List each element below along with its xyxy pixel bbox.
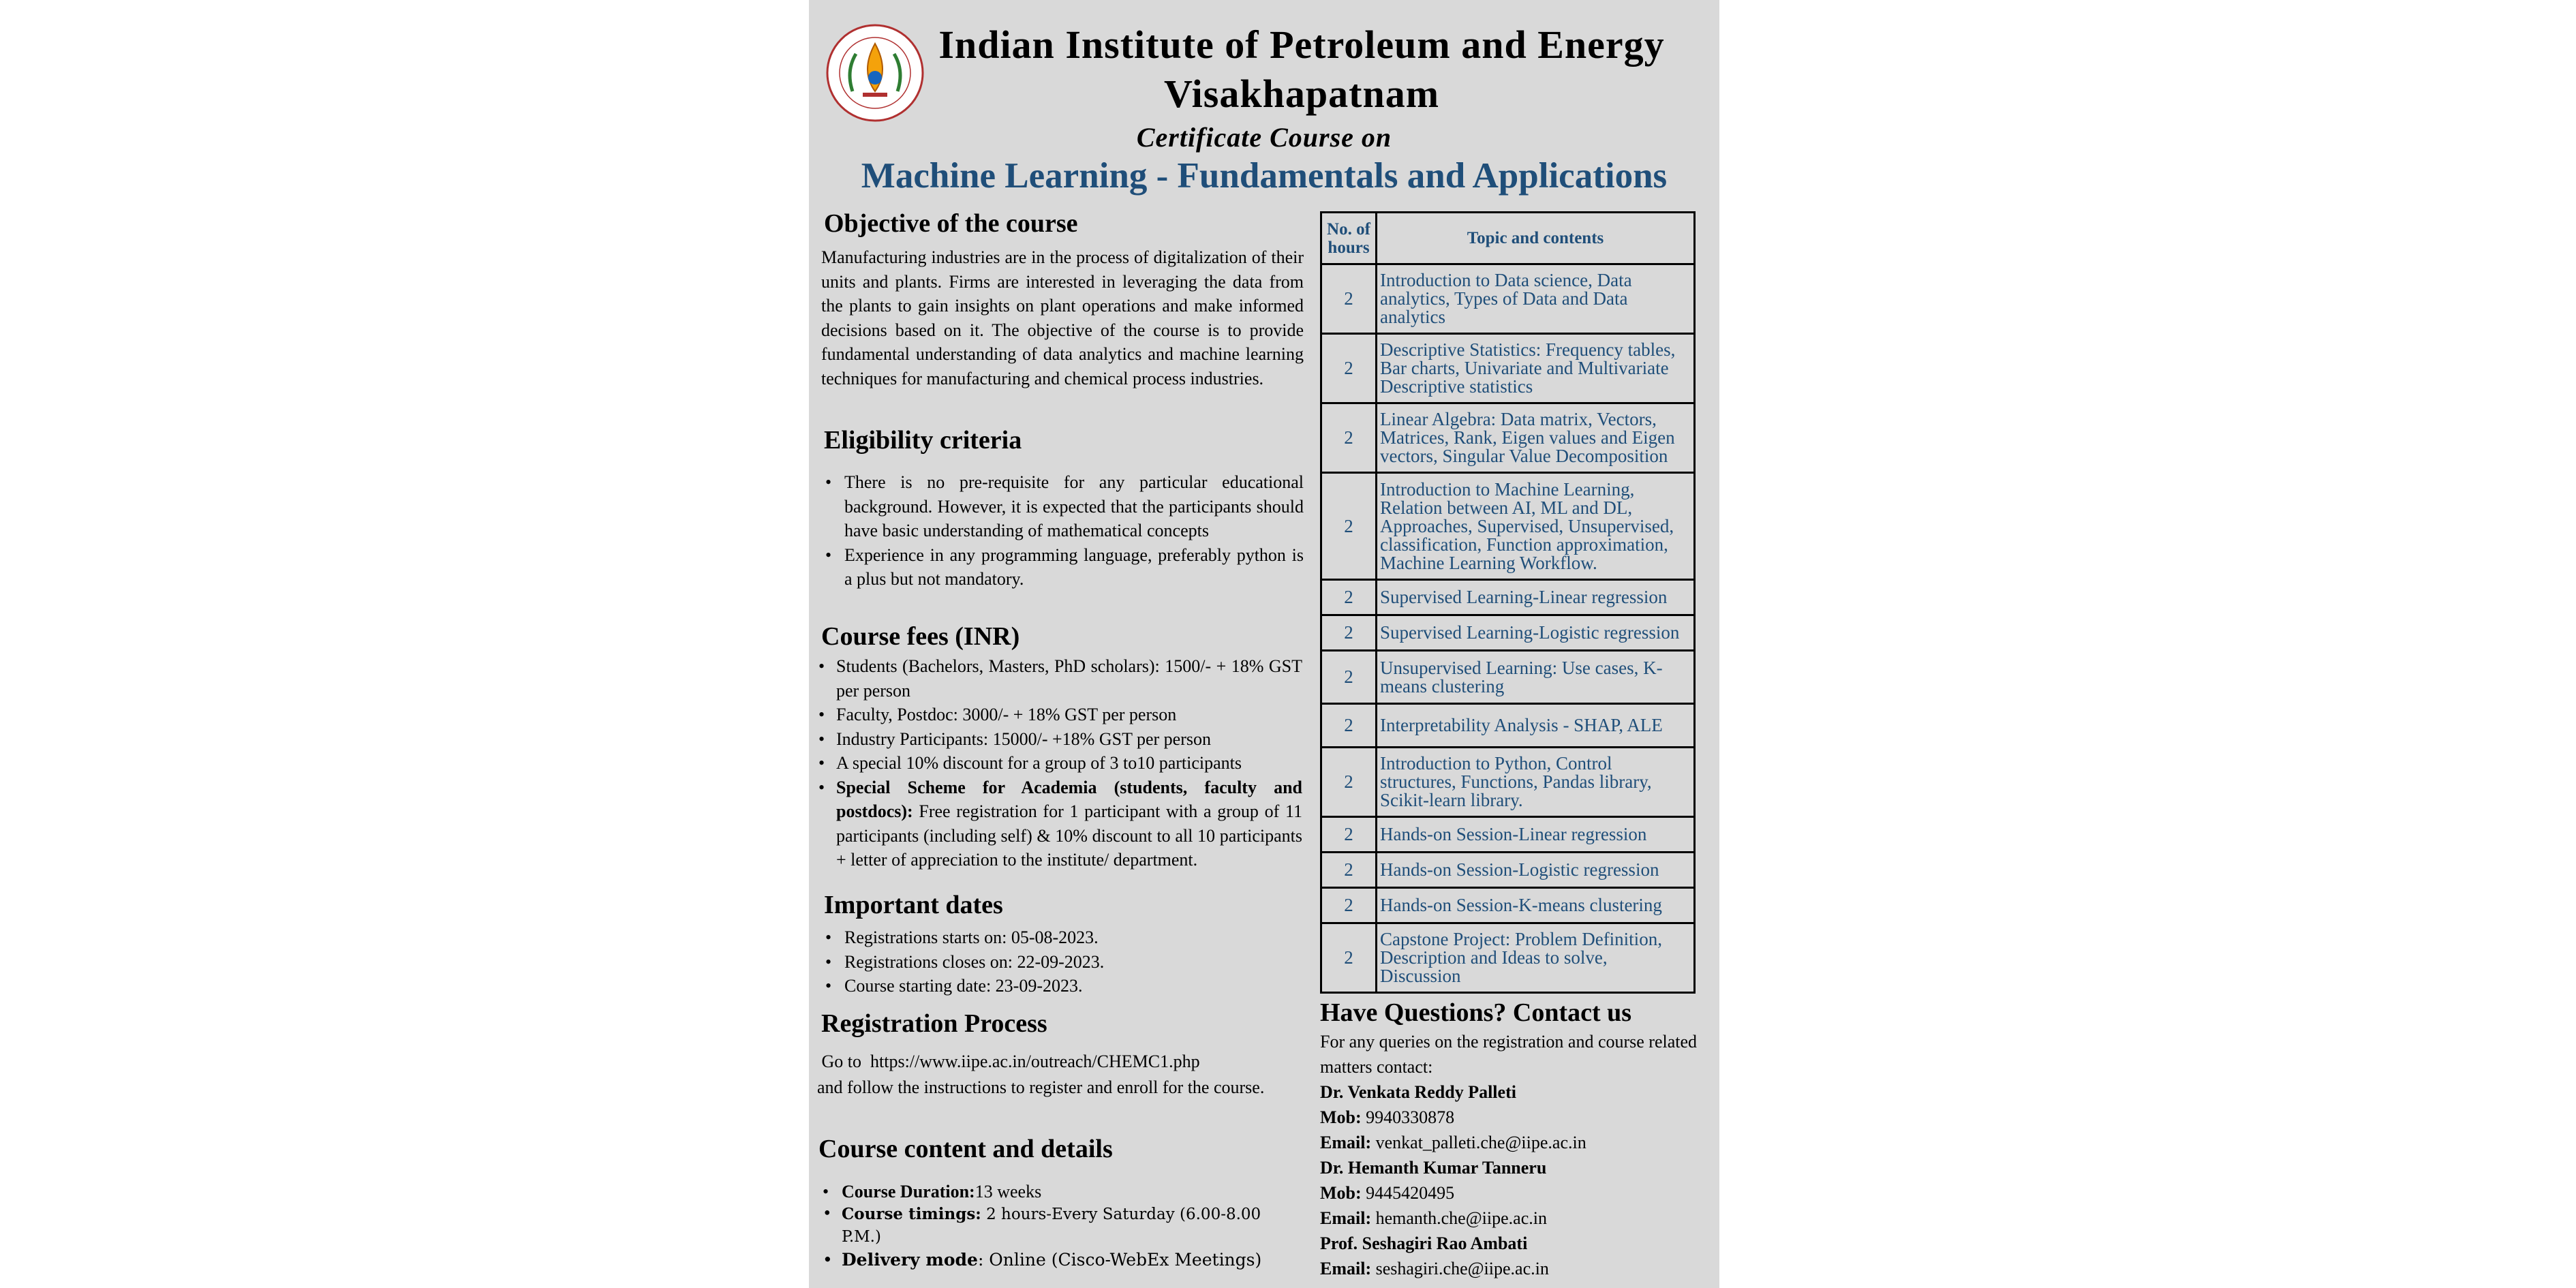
table-header-row — [1321, 213, 1695, 264]
course-title: Machine Learning - Fundamentals and Applications — [861, 156, 1668, 196]
contact-mob[interactable]: 9445420495 — [1361, 1183, 1455, 1203]
fees-list — [814, 654, 1302, 872]
fees-item: • Students (Bachelors, Masters, PhD scholars): 1500/- + 18% GST per person — [814, 654, 1302, 703]
eligibility-item: • There is no pre-requisite for any particular educational background. However, it is expected that the participants should have basic understanding of mathematical concepts — [821, 470, 1304, 543]
hours-cell: 2 — [1321, 473, 1377, 580]
contact-email[interactable]: hemanth.che@iipe.ac.in — [1371, 1208, 1547, 1228]
hours-cell: 2 — [1321, 403, 1377, 473]
email-label: Email: — [1320, 1208, 1372, 1228]
contact-email[interactable]: venkat_palleti.che@iipe.ac.in — [1371, 1133, 1586, 1152]
timings-label: Course timings: — [842, 1205, 981, 1223]
mob-label: Mob: — [1320, 1183, 1362, 1203]
hours-cell: 2 — [1321, 888, 1377, 923]
objective-heading: Objective of the course — [824, 209, 1078, 238]
table-row — [1321, 817, 1695, 853]
contact-3 — [1320, 1231, 1702, 1281]
table-row — [1321, 853, 1695, 888]
content-heading: Course content and details — [818, 1135, 1113, 1163]
table-row — [1321, 264, 1695, 334]
date-item: • Registrations closes on: 22-09-2023. — [821, 950, 1304, 975]
date-item: • Registrations starts on: 05-08-2023. — [821, 925, 1304, 950]
table-row — [1321, 473, 1695, 580]
topic-cell: Unsupervised Learning: Use cases, K-means clustering — [1377, 651, 1695, 704]
topic-cell: Introduction to Python, Control structures, Functions, Pandas library, Scikit-learn library. — [1377, 748, 1695, 817]
eligibility-list — [821, 470, 1304, 592]
contact-mob[interactable]: 9940330878 — [1361, 1107, 1455, 1127]
table-row — [1321, 651, 1695, 704]
mob-label: Mob: — [1320, 1107, 1362, 1127]
eligibility-item: • Experience in any programming language, preferably python is a plus but not mandatory. — [821, 543, 1304, 592]
table-row — [1321, 704, 1695, 748]
registration-instructions: and follow the instructions to register and enroll for the course. — [817, 1077, 1265, 1097]
registration-heading: Registration Process — [821, 1009, 1047, 1038]
topic-cell: Introduction to Machine Learning, Relation between AI, ML and DL, Approaches, Supervised, Unsupervised, classification, Function approximation, Machine Learning Workflow. — [1377, 473, 1695, 580]
topic-cell: Linear Algebra: Data matrix, Vectors, Matrices, Rank, Eigen values and Eigen vectors, Singular Value Decomposition — [1377, 403, 1695, 473]
eligibility-heading: Eligibility criteria — [824, 426, 1022, 455]
contact-2 — [1320, 1155, 1702, 1231]
registration-link[interactable]: Go to https://www.iipe.ac.in/outreach/CHEMC1.php — [817, 1052, 1200, 1071]
contact-1 — [1320, 1079, 1702, 1155]
fees-item: • A special 10% discount for a group of 3 to10 participants — [814, 751, 1302, 776]
table-row — [1321, 748, 1695, 817]
table-row — [1321, 615, 1695, 651]
institute-name-line1: Indian Institute of Petroleum and Energy — [938, 22, 1665, 67]
contact-name: Prof. Seshagiri Rao Ambati — [1320, 1233, 1528, 1253]
table-row — [1321, 580, 1695, 615]
topic-cell: Capstone Project: Problem Definition, Description and Ideas to solve, Discussion — [1377, 923, 1695, 993]
topic-cell: Hands-on Session-Logistic regression — [1377, 853, 1695, 888]
topic-cell: Interpretability Analysis - SHAP, ALE — [1377, 704, 1695, 748]
hours-cell: 2 — [1321, 264, 1377, 334]
date-item: • Course starting date: 23-09-2023. — [821, 974, 1304, 998]
hours-cell: 2 — [1321, 580, 1377, 615]
mode-value: : Online (Cisco-WebEx Meetings) — [977, 1250, 1262, 1270]
fees-item: • Faculty, Postdoc: 3000/- + 18% GST per person — [814, 703, 1302, 727]
email-label: Email: — [1320, 1133, 1372, 1152]
hours-cell: 2 — [1321, 334, 1377, 403]
contact-intro: For any queries on the registration and course related matters contact: — [1320, 1032, 1698, 1077]
special-scheme-text: Free registration for 1 participant with a group of 11 participants (including self) & 10% discount to all 10 participants + letter of appreciation to the institute/ department. — [836, 801, 1302, 870]
contact-section — [1320, 996, 1702, 1281]
email-label: Email: — [1320, 1259, 1372, 1278]
dates-list — [821, 925, 1304, 998]
table-row — [1321, 888, 1695, 923]
mode-label: Delivery mode — [842, 1250, 978, 1270]
col-hours-header: No. of hours — [1321, 213, 1377, 264]
topic-cell: Hands-on Session-K-means clustering — [1377, 888, 1695, 923]
hours-cell: 2 — [1321, 748, 1377, 817]
contact-heading: Have Questions? Contact us — [1320, 998, 1632, 1027]
timings-value: 2 hours-Every Saturday (6.00-8.00 P.M.) — [842, 1206, 1261, 1246]
table-row — [1321, 403, 1695, 473]
topic-cell: Descriptive Statistics: Frequency tables, Bar charts, Univariate and Multivariate Descriptive statistics — [1377, 334, 1695, 403]
topic-cell: Hands-on Session-Linear regression — [1377, 817, 1695, 853]
content-item-mode — [818, 1248, 1304, 1271]
contact-name: Dr. Hemanth Kumar Tanneru — [1320, 1158, 1547, 1178]
duration-value: 13 weeks — [975, 1182, 1042, 1201]
duration-label: Course Duration: — [842, 1182, 975, 1201]
fees-item: • Industry Participants: 15000/- +18% GST per person — [814, 727, 1302, 752]
hours-cell: 2 — [1321, 853, 1377, 888]
content-item-duration — [818, 1180, 1304, 1203]
topic-cell: Supervised Learning-Logistic regression — [1377, 615, 1695, 651]
objective-text: Manufacturing industries are in the process of digitalization of their units and plants. Firms are interested in leveraging the data from the plants to gain insights on plant operations and make informed decisions based on it. The objective of the course is to provide fundamental understanding of data analytics and machine learning techniques for manufacturing and chemical process industries. — [821, 247, 1304, 388]
dates-heading: Important dates — [824, 891, 1003, 919]
fees-heading: Course fees (INR) — [821, 622, 1020, 651]
col-topic-header: Topic and contents — [1377, 213, 1695, 264]
contact-name: Dr. Venkata Reddy Palleti — [1320, 1082, 1516, 1102]
hours-cell: 2 — [1321, 923, 1377, 993]
topic-cell: Introduction to Data science, Data analytics, Types of Data and Data analytics — [1377, 264, 1695, 334]
hours-cell: 2 — [1321, 615, 1377, 651]
poster — [809, 0, 1719, 1288]
contact-email[interactable]: seshagiri.che@iipe.ac.in — [1371, 1259, 1549, 1278]
hours-cell: 2 — [1321, 817, 1377, 853]
fees-item-special — [814, 776, 1302, 872]
course-subtitle: Certificate Course on — [1136, 122, 1392, 153]
special-scheme-label: Special Scheme for Academia (students, faculty and postdocs): — [836, 777, 1302, 821]
topics-table — [1320, 211, 1696, 994]
content-list — [818, 1180, 1304, 1271]
content-item-timings — [818, 1203, 1304, 1248]
hours-cell: 2 — [1321, 651, 1377, 704]
hours-cell: 2 — [1321, 704, 1377, 748]
table-row — [1321, 923, 1695, 993]
topic-cell: Supervised Learning-Linear regression — [1377, 580, 1695, 615]
institute-name-line2: Visakhapatnam — [1163, 72, 1440, 116]
table-row — [1321, 334, 1695, 403]
